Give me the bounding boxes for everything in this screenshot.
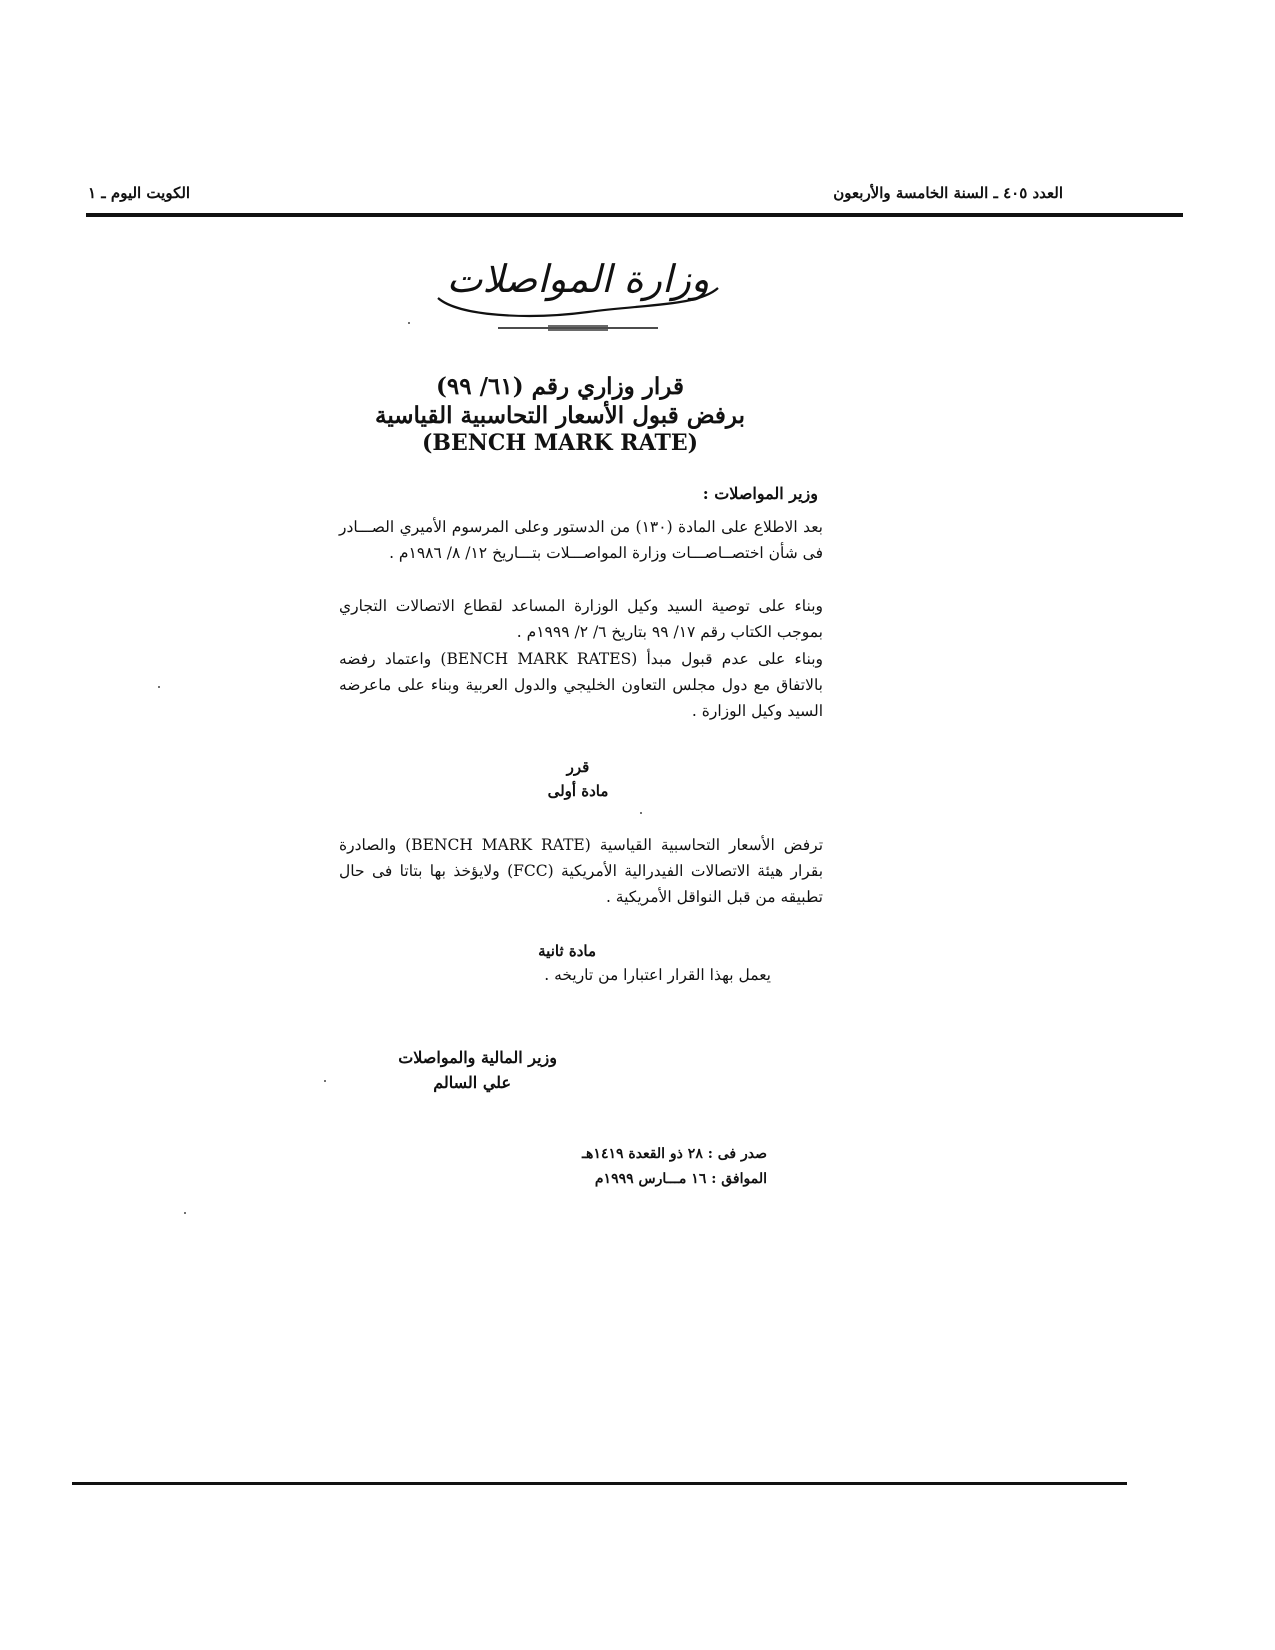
preamble-paragraph-recommendation: وبناء على توصية السيد وكيل الوزارة المساعد لقطاع الاتصالات التجاري بموجب الكتاب رقم ١٧/ ٩٩ بتاريخ ٦/ ٢/ ١٩٩٩م . [339,597,823,641]
decree-subject-title: برفض قبول الأسعار التحاسبية القياسية [374,402,745,429]
issue-header: العدد ٤٠٥ ـ السنة الخامسة والأربعون [833,184,1063,202]
footer-rule [72,1482,1127,1485]
signatory-name: علي السالم [433,1073,511,1092]
article-two-text: يعمل بهذا القرار اعتبارا من تاريخه . [544,966,771,984]
issued-date-hijri: صدر فى : ٢٨ ذو القعدة ١٤١٩هـ [581,1146,767,1162]
scan-speck [640,812,642,814]
signatory-title: وزير المالية والمواصلات [398,1048,557,1067]
preamble-paragraph-rejection: وبناء على عدم قبول مبدأ (BENCH MARK RATES) واعتماد رفضه بالاتفاق مع دول مجلس التعاون الخليجي والدول العربية وبناء على ماعرضه السيد وكيل الوزارة . [339,650,824,720]
ministry-logo [418,228,738,346]
article-one-text: ترفض الأسعار التحاسبية القياسية (BENCH MARK RATE) والصادرة بقرار هيئة الاتصالات الفيدرالية الأمريكية (FCC) ولايؤخذ بها بتاتا فى حال تطبيقه من قبل النواقل الأمريكية . [339,836,824,906]
article-two-heading: مادة ثانية [538,942,596,960]
ministry-logo-text: وزارة المواصلات [446,257,710,301]
article-one-heading: مادة أولى [547,782,609,800]
scan-speck [408,322,410,324]
decided-heading: قرر [566,758,590,776]
gazette-header: الكويت اليوم ـ ١ [88,184,191,202]
scan-speck [184,1212,186,1214]
scan-speck [324,1080,326,1082]
preamble-paragraph-constitution: بعد الاطلاع على المادة (١٣٠) من الدستور وعلى المرسوم الأميري الصـــادر فى شأن اختصــاصـــات وزارة المواصـــلات بتـــاريخ ١٢/ ٨/ ١٩٨٦م . [339,518,823,562]
scan-speck [158,686,160,688]
issued-date-gregorian: الموافق : ١٦ مـــارس ١٩٩٩م [594,1171,767,1187]
minister-heading: وزير المواصلات : [702,484,818,503]
header-rule [86,213,1183,217]
decree-english-title: (BENCH MARK RATE) [421,430,699,456]
decree-number-title: قرار وزاري رقم (٦١/ ٩٩) [436,373,684,400]
